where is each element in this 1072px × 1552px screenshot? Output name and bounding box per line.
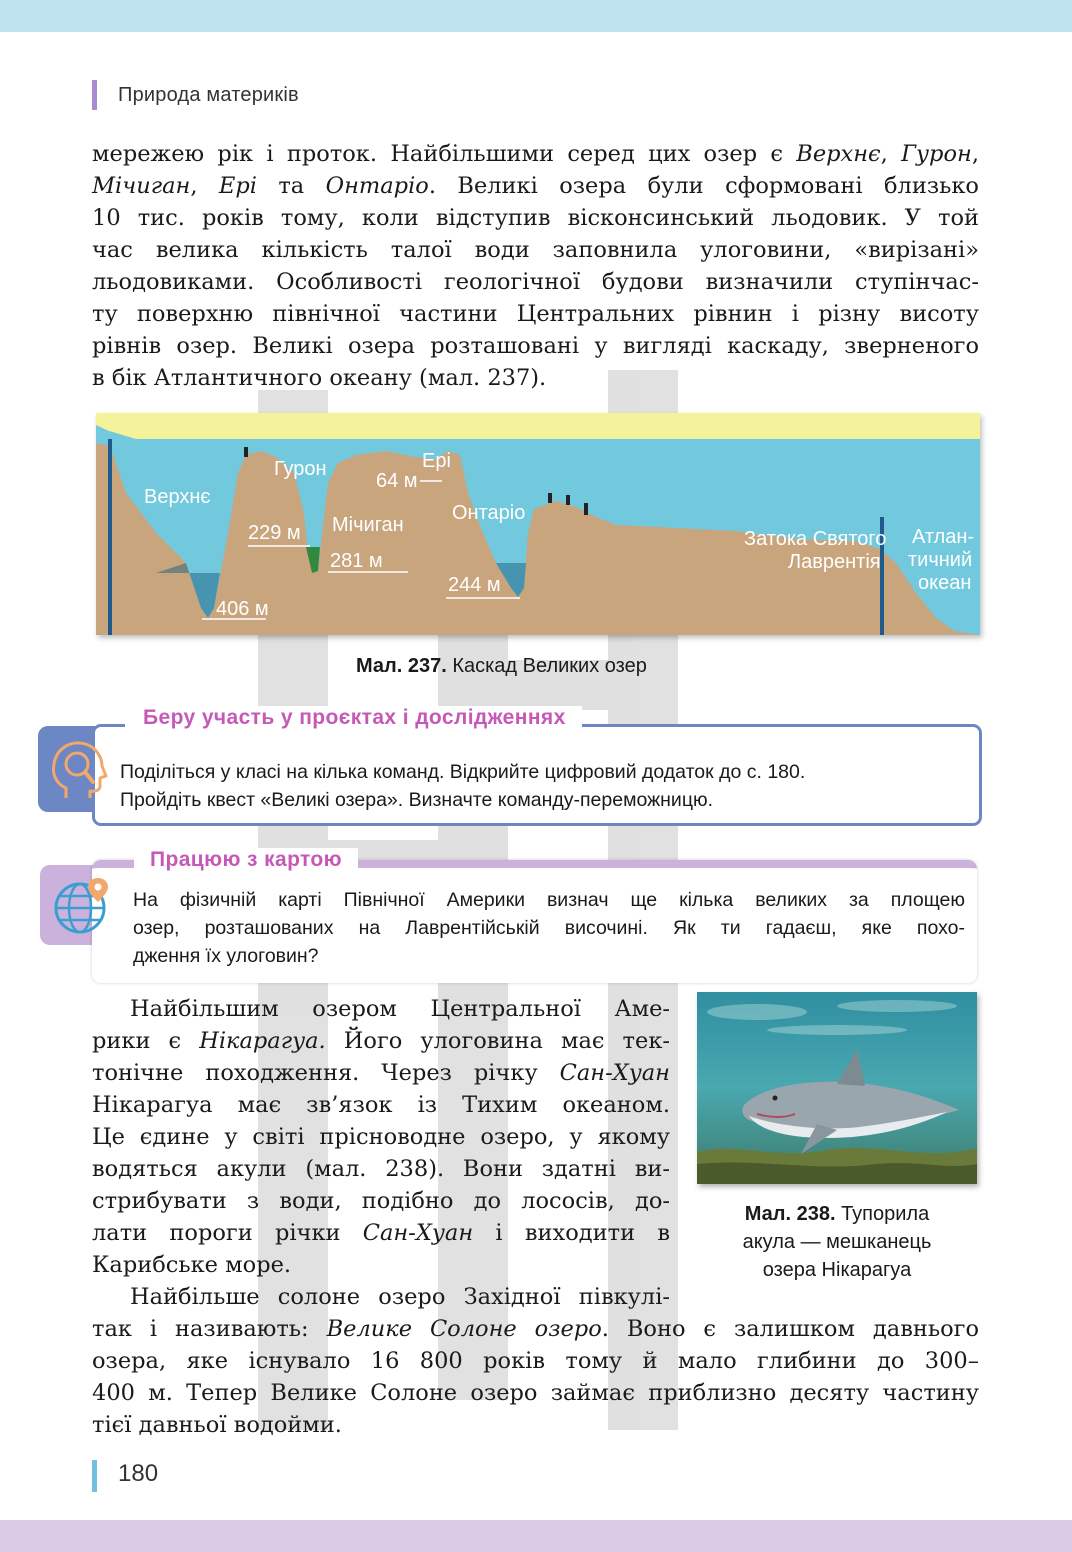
projects-box-text: Поділіться у класі на кілька команд. Відкрийте цифровий додаток до с. 180. Пройдіть квест «Великі озера». Визначте команду-переможницю. <box>120 761 806 811</box>
text-line: Найбільше солоне озеро Західної півкулі- <box>130 1284 670 1310</box>
land-left-edge <box>108 439 112 635</box>
depth-eri: 64 м <box>376 470 418 492</box>
depth-huron: 229 м <box>248 522 301 544</box>
text-line: льодовиками. Особливості геологічної будови визначили ступінчас- <box>92 269 979 295</box>
text-line: Найбільшим озером Центральної Аме- <box>130 996 670 1022</box>
text-line: так і називають: Велике Солоне озеро. Воно є залишком давнього <box>92 1316 979 1342</box>
text-line: Нікарагуа має зв’язок із Тихим океаном. <box>92 1092 670 1118</box>
label-eri: Ері <box>422 450 451 472</box>
depth-michigan: 281 м <box>330 550 383 572</box>
text-line: Карибське море. <box>92 1252 292 1278</box>
label-ocean-line1: Атлан- <box>912 526 975 548</box>
paragraph-salt-lake <box>92 1313 979 1441</box>
top-color-band <box>0 0 1072 32</box>
bottom-color-band <box>0 1520 1072 1552</box>
text-line: 10 тис. років тому, коли відступив вісконсинський льодовик. У той <box>92 205 979 231</box>
text-line: Мічиган, Ері та Онтаріо. Великі озера були сформовані близько <box>92 173 979 199</box>
depth-verkhne: 406 м <box>216 598 269 620</box>
text-line: рики є Нікарагуа. Його улоговина має тек- <box>92 1028 670 1054</box>
page-number-bar <box>92 1460 97 1492</box>
text-line: Це єдине у світі прісноводне озеро, у якому <box>92 1124 670 1150</box>
paragraph-great-lakes <box>92 138 979 394</box>
text-line: ту поверхню північної частини Центральних рівнин і різну висоту <box>92 301 979 327</box>
head-magnifier-icon <box>44 736 114 806</box>
section-title: Природа материків <box>118 84 299 106</box>
figure-238-shark-photo <box>697 992 977 1184</box>
label-huron: Гурон <box>274 458 327 480</box>
text-line: рівнів озер. Великі озера розташовані у вигляді каскаду, зверненого <box>92 333 979 359</box>
text-line: лати пороги річки Сан-Хуан і виходити в <box>92 1220 671 1246</box>
globe-pin-icon <box>50 874 114 938</box>
text-line: озера, яке існувало 16 800 років тому й мало глибини до 300– <box>92 1348 979 1374</box>
text-line: 400 м. Тепер Велике Солоне озеро займає приблизно десяту частину <box>92 1380 979 1406</box>
figure-238-caption: Мал. 238. Тупорила акула — мешканець озера Нікарагуа <box>742 1203 932 1281</box>
label-ontario: Онтаріо <box>452 502 526 524</box>
label-ocean-line2: тичний <box>908 549 973 571</box>
figure-237-caption: Мал. 237. Каскад Великих озер <box>356 655 647 677</box>
page-number: 180 <box>118 1460 159 1487</box>
map-box-text: На фізичній карті Північної Америки визнач ще кілька великих за площею озер, розташованих на Лаврентійській височині. Як ти гадаєш, яке похо- дження їх улоговин? <box>133 889 965 967</box>
projects-box-title: Беру участь у проєктах і дослідженнях <box>125 706 582 730</box>
label-michigan: Мічиган <box>332 514 404 536</box>
text-line: час велика кількість талої води заповнила улоговини, «вирізані» <box>92 237 979 263</box>
depth-ontario: 244 м <box>448 574 501 596</box>
text-line: мережею рік і проток. Найбільшими серед цих озер є Верхнє, Гурон, <box>92 141 979 167</box>
text-line: стрибувати з води, подібно до лососів, до- <box>92 1188 670 1214</box>
text-line: водяться акули (мал. 238). Вони здатні ви- <box>92 1156 670 1182</box>
label-ocean-line3: океан <box>918 572 972 594</box>
header-accent-bar <box>92 80 97 110</box>
label-gulf-line1: Затока Святого <box>744 528 887 550</box>
map-box-title: Працюю з картою <box>134 848 358 872</box>
label-gulf-line2: Лаврентія <box>788 551 881 573</box>
figure-237-lakes-cascade <box>96 413 980 635</box>
text-line: тієї давньої водойми. <box>92 1412 342 1438</box>
text-line: тонічне походження. Через річку Сан-Хуан <box>92 1060 670 1086</box>
paragraph-nicaragua <box>92 993 670 1313</box>
label-verkhne: Верхнє <box>144 486 211 508</box>
text-line: в бік Атлантичного океану (мал. 237). <box>92 365 547 391</box>
